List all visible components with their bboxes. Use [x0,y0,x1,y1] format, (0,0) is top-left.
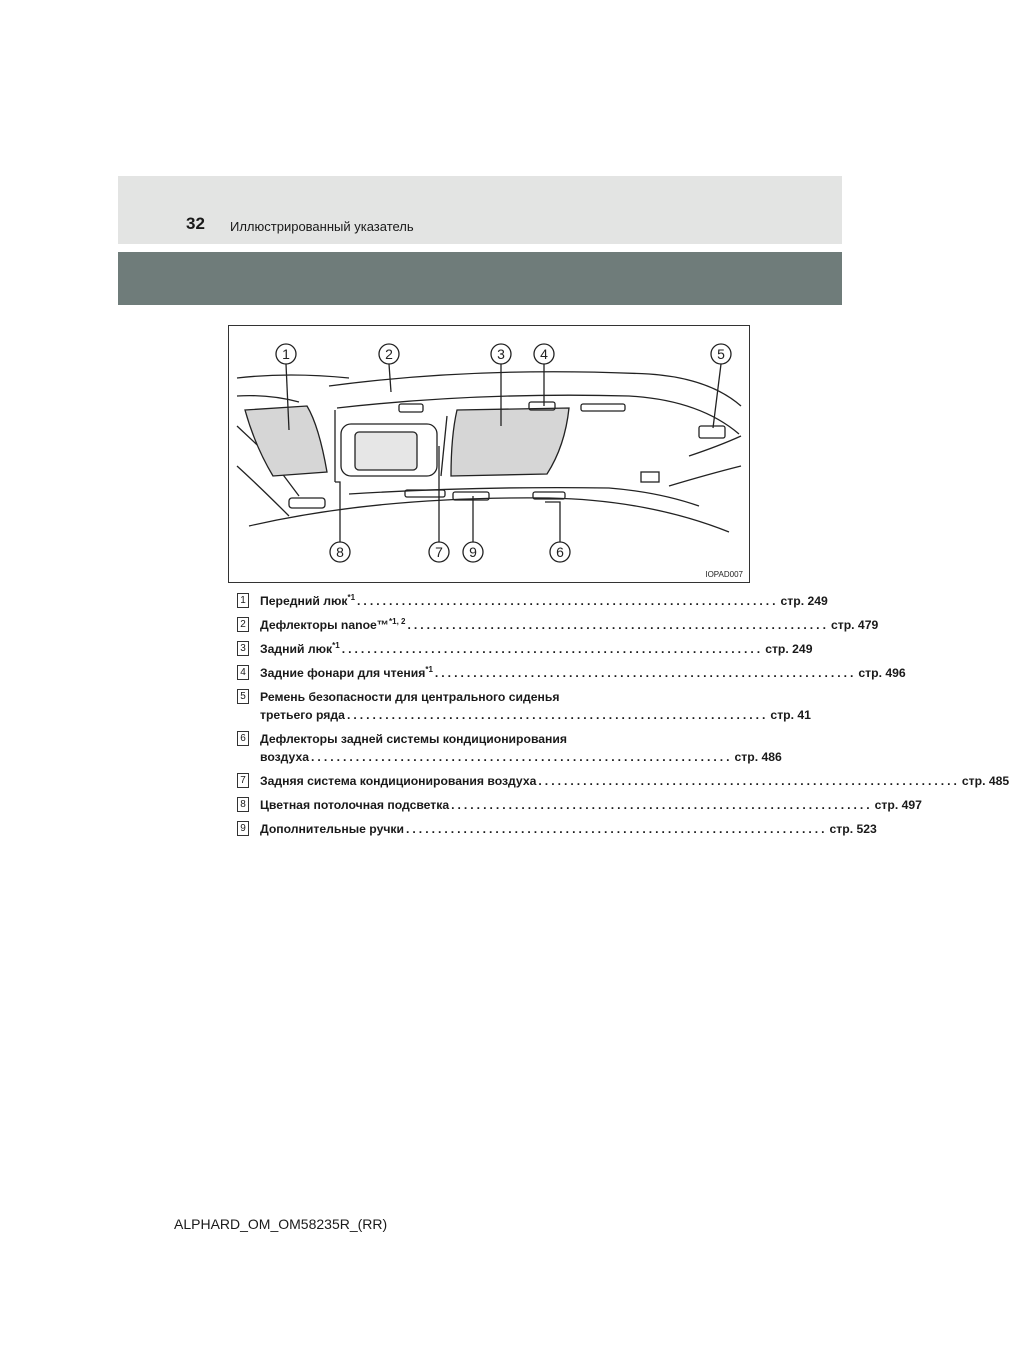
callout-5: 5 [717,346,725,362]
list-item: 1 Передний люк$^{*1}$ .................................................................. стр. 249 [237,592,721,610]
item-label: Дефлекторы nanoe™$^{*1, 2}$ [260,616,406,632]
item-number: 4 [237,665,249,680]
item-number: 1 [237,593,249,608]
section-title: Иллюстрированный указатель [230,219,414,234]
section-banner [118,252,842,305]
list-item: 3 Задний люк$^{*1}$ .................................................................. стр. 249 [237,640,721,658]
item-label: третьего ряда [260,708,345,722]
item-label: Цветная потолочная подсветка [260,798,450,812]
list-item: 8 Цветная потолочная подсветка .................................................................. стр. 497 [237,796,721,814]
ceiling-illustration [228,325,750,583]
item-label: Дополнительные ручки [260,822,405,836]
page-reference: стр. 523 [829,822,877,836]
item-label: воздуха [260,750,310,764]
figure-code: IOPAD007 [705,570,743,579]
item-label: Задние фонари для чтения$^{*1}$ [260,664,433,680]
item-number: 6 [237,731,249,746]
item-number: 3 [237,641,249,656]
list-item: 6 Дефлекторы задней системы кондиционирования воздуха .................................................................. стр. 486 [237,730,721,766]
list-item: 4 Задние фонари для чтения$^{*1}$ .................................................................. стр. 496 [237,664,721,682]
callout-9: 9 [469,544,477,560]
item-label-line1: Ремень безопасности для центрального сиденья [260,690,560,704]
document-code: ALPHARD_OM_OM58235R_(RR) [174,1216,388,1232]
list-item: 2 Дефлекторы nanoe™$^{*1, 2}$ .................................................................. стр. 479 [237,616,721,634]
ceiling-line-drawing [229,326,749,582]
item-label: Передний люк$^{*1}$ [260,592,356,608]
item-label-line1: Дефлекторы задней системы кондиционирования [260,732,568,746]
callout-4: 4 [540,346,548,362]
page-reference: стр. 479 [830,618,879,632]
legend-list [237,592,1009,844]
header-bar [118,176,842,244]
item-number: 8 [237,797,249,812]
callout-2: 2 [385,346,393,362]
callout-3: 3 [497,346,505,362]
page-reference: стр. 485 [961,774,1009,788]
page-reference: стр. 249 [780,594,828,608]
list-item: 5 Ремень безопасности для центрального сиденья третьего ряда .................................................................. стр. 41 [237,688,721,724]
page-reference: стр. 249 [765,642,813,656]
page-reference: стр. 486 [734,750,782,764]
callout-7: 7 [435,544,443,560]
item-number: 7 [237,773,249,788]
list-item: 9 Дополнительные ручки .................................................................. стр. 523 [237,820,721,838]
page-reference: стр. 497 [874,798,922,812]
page-reference: стр. 41 [770,708,811,722]
item-number: 2 [237,617,249,632]
page-reference: стр. 496 [858,666,906,680]
item-label: Задняя система кондиционирования воздуха [260,774,537,788]
callout-6: 6 [556,544,564,560]
callout-1: 1 [282,346,290,362]
item-label: Задний люк$^{*1}$ [260,640,340,656]
callout-8: 8 [336,544,344,560]
page-number: 32 [186,214,205,233]
item-number: 9 [237,821,249,836]
list-item: 7 Задняя система кондиционирования воздуха .................................................................. стр. 485 [237,772,721,790]
item-number: 5 [237,689,249,704]
